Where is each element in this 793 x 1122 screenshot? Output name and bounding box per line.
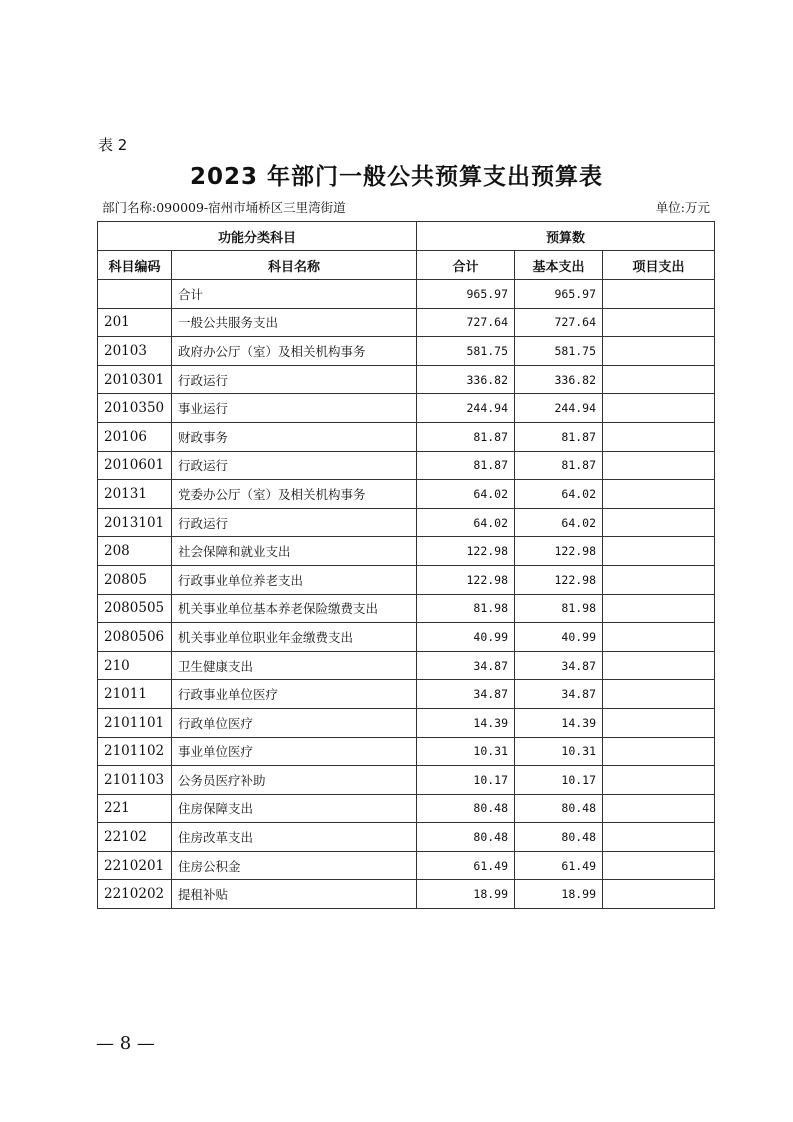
- table-row: [98, 394, 715, 423]
- table-row: [98, 365, 715, 394]
- row-basic-cell: 122.98: [515, 565, 603, 594]
- table-row: [98, 308, 715, 337]
- row-project-cell: [603, 708, 715, 737]
- row-code-cell: 2010601: [98, 451, 172, 480]
- row-project-cell: [603, 680, 715, 709]
- row-total-cell: 81.87: [417, 451, 515, 480]
- row-project-cell: [603, 594, 715, 623]
- row-code-cell: 2080506: [98, 623, 172, 652]
- row-name-cell: 政府办公厅（室）及相关机构事务: [172, 337, 417, 366]
- row-code-cell: 20106: [98, 422, 172, 451]
- table-row: [98, 737, 715, 766]
- row-code-cell: 2080505: [98, 594, 172, 623]
- row-code-cell: 20103: [98, 337, 172, 366]
- row-total-cell: 14.39: [417, 708, 515, 737]
- row-total-cell: 10.17: [417, 766, 515, 795]
- row-code-cell: 2013101: [98, 508, 172, 537]
- row-total-cell: 40.99: [417, 623, 515, 652]
- row-basic-cell: 80.48: [515, 823, 603, 852]
- table-row: [98, 794, 715, 823]
- row-total-cell: 122.98: [417, 565, 515, 594]
- table-row: [98, 651, 715, 680]
- row-code-cell: 221: [98, 794, 172, 823]
- row-basic-cell: 80.48: [515, 794, 603, 823]
- row-code-cell: 21011: [98, 680, 172, 709]
- row-project-cell: [603, 794, 715, 823]
- row-total-cell: 965.97: [417, 280, 515, 309]
- row-name-cell: 社会保障和就业支出: [172, 537, 417, 566]
- row-basic-cell: 336.82: [515, 365, 603, 394]
- row-basic-cell: 40.99: [515, 623, 603, 652]
- row-basic-cell: 64.02: [515, 480, 603, 509]
- row-total-cell: 727.64: [417, 308, 515, 337]
- row-project-cell: [603, 623, 715, 652]
- row-project-cell: [603, 766, 715, 795]
- table-row: [98, 565, 715, 594]
- table-row: [98, 422, 715, 451]
- table-row: [98, 537, 715, 566]
- row-project-cell: [603, 422, 715, 451]
- total-column-header: 合计: [417, 251, 515, 280]
- row-name-cell: 机关事业单位职业年金缴费支出: [172, 623, 417, 652]
- row-project-cell: [603, 365, 715, 394]
- row-project-cell: [603, 337, 715, 366]
- row-code-cell: 2101101: [98, 708, 172, 737]
- row-basic-cell: 81.98: [515, 594, 603, 623]
- page-title: 2023 年部门一般公共预算支出预算表: [189, 164, 604, 190]
- row-total-cell: 10.31: [417, 737, 515, 766]
- row-name-cell: 事业运行: [172, 394, 417, 423]
- row-total-cell: 64.02: [417, 508, 515, 537]
- row-basic-cell: 14.39: [515, 708, 603, 737]
- table-body: [98, 280, 715, 909]
- row-total-cell: 122.98: [417, 537, 515, 566]
- row-name-cell: 住房公积金: [172, 851, 417, 880]
- table-row: [98, 823, 715, 852]
- table-row: [98, 508, 715, 537]
- row-total-cell: 64.02: [417, 480, 515, 509]
- row-code-cell: 2210201: [98, 851, 172, 880]
- table-row: [98, 594, 715, 623]
- row-name-cell: 行政运行: [172, 451, 417, 480]
- row-name-cell: 行政事业单位养老支出: [172, 565, 417, 594]
- row-basic-cell: 81.87: [515, 451, 603, 480]
- row-name-cell: 机关事业单位基本养老保险缴费支出: [172, 594, 417, 623]
- row-code-cell: 2010301: [98, 365, 172, 394]
- row-project-cell: [603, 737, 715, 766]
- column-header-row: [98, 251, 715, 280]
- table-row: [98, 623, 715, 652]
- budget-group-header: 预算数: [417, 222, 715, 251]
- row-project-cell: [603, 565, 715, 594]
- table-row: [98, 766, 715, 795]
- row-name-cell: 事业单位医疗: [172, 737, 417, 766]
- row-project-cell: [603, 851, 715, 880]
- row-code-cell: 2101102: [98, 737, 172, 766]
- row-name-cell: 行政运行: [172, 508, 417, 537]
- row-code-cell: 2010350: [98, 394, 172, 423]
- project-column-header: 项目支出: [603, 251, 715, 280]
- row-basic-cell: 81.87: [515, 422, 603, 451]
- row-name-cell: 合计: [172, 280, 417, 309]
- row-name-cell: 行政运行: [172, 365, 417, 394]
- row-basic-cell: 244.94: [515, 394, 603, 423]
- row-total-cell: 18.99: [417, 880, 515, 909]
- table-row: [98, 708, 715, 737]
- table-row: [98, 337, 715, 366]
- row-project-cell: [603, 537, 715, 566]
- row-name-cell: 提租补贴: [172, 880, 417, 909]
- table-row: [98, 851, 715, 880]
- table-row: [98, 680, 715, 709]
- table-row: [98, 280, 715, 309]
- row-project-cell: [603, 308, 715, 337]
- row-code-cell: 201: [98, 308, 172, 337]
- functional-group-header: 功能分类科目: [98, 222, 417, 251]
- row-total-cell: 81.87: [417, 422, 515, 451]
- page-number: — 8 —: [96, 1033, 155, 1054]
- row-basic-cell: 34.87: [515, 680, 603, 709]
- table-row: [98, 480, 715, 509]
- row-total-cell: 81.98: [417, 594, 515, 623]
- row-basic-cell: 581.75: [515, 337, 603, 366]
- table-row: [98, 880, 715, 909]
- row-name-cell: 财政事务: [172, 422, 417, 451]
- row-total-cell: 581.75: [417, 337, 515, 366]
- row-basic-cell: 64.02: [515, 508, 603, 537]
- row-project-cell: [603, 394, 715, 423]
- row-name-cell: 行政事业单位医疗: [172, 680, 417, 709]
- row-basic-cell: 18.99: [515, 880, 603, 909]
- group-header-row: [98, 222, 715, 251]
- row-basic-cell: 965.97: [515, 280, 603, 309]
- row-total-cell: 80.48: [417, 823, 515, 852]
- row-code-cell: 20805: [98, 565, 172, 594]
- row-name-cell: 卫生健康支出: [172, 651, 417, 680]
- row-code-cell: [98, 280, 172, 309]
- row-code-cell: 210: [98, 651, 172, 680]
- meta-row: [102, 198, 710, 216]
- row-basic-cell: 727.64: [515, 308, 603, 337]
- row-basic-cell: 10.31: [515, 737, 603, 766]
- row-name-cell: 一般公共服务支出: [172, 308, 417, 337]
- row-name-cell: 党委办公厅（室）及相关机构事务: [172, 480, 417, 509]
- row-code-cell: 208: [98, 537, 172, 566]
- row-basic-cell: 122.98: [515, 537, 603, 566]
- row-total-cell: 34.87: [417, 651, 515, 680]
- row-project-cell: [603, 880, 715, 909]
- row-project-cell: [603, 451, 715, 480]
- row-code-cell: 22102: [98, 823, 172, 852]
- row-name-cell: 住房改革支出: [172, 823, 417, 852]
- row-code-cell: 20131: [98, 480, 172, 509]
- code-column-header: 科目编码: [98, 251, 172, 280]
- row-name-cell: 公务员医疗补助: [172, 766, 417, 795]
- row-name-cell: 行政单位医疗: [172, 708, 417, 737]
- row-project-cell: [603, 480, 715, 509]
- row-total-cell: 336.82: [417, 365, 515, 394]
- row-project-cell: [603, 508, 715, 537]
- row-total-cell: 61.49: [417, 851, 515, 880]
- row-basic-cell: 34.87: [515, 651, 603, 680]
- row-name-cell: 住房保障支出: [172, 794, 417, 823]
- row-total-cell: 34.87: [417, 680, 515, 709]
- table-row: [98, 451, 715, 480]
- row-total-cell: 244.94: [417, 394, 515, 423]
- table-label: 表 2: [98, 136, 128, 154]
- row-project-cell: [603, 280, 715, 309]
- row-project-cell: [603, 823, 715, 852]
- row-code-cell: 2101103: [98, 766, 172, 795]
- unit-label: 单位:万元: [655, 200, 710, 215]
- row-code-cell: 2210202: [98, 880, 172, 909]
- budget-table: [97, 221, 715, 909]
- department-name: 部门名称:090009-宿州市埇桥区三里湾街道: [102, 200, 346, 215]
- name-column-header: 科目名称: [172, 251, 417, 280]
- row-total-cell: 80.48: [417, 794, 515, 823]
- row-basic-cell: 10.17: [515, 766, 603, 795]
- basic-column-header: 基本支出: [515, 251, 603, 280]
- row-project-cell: [603, 651, 715, 680]
- row-basic-cell: 61.49: [515, 851, 603, 880]
